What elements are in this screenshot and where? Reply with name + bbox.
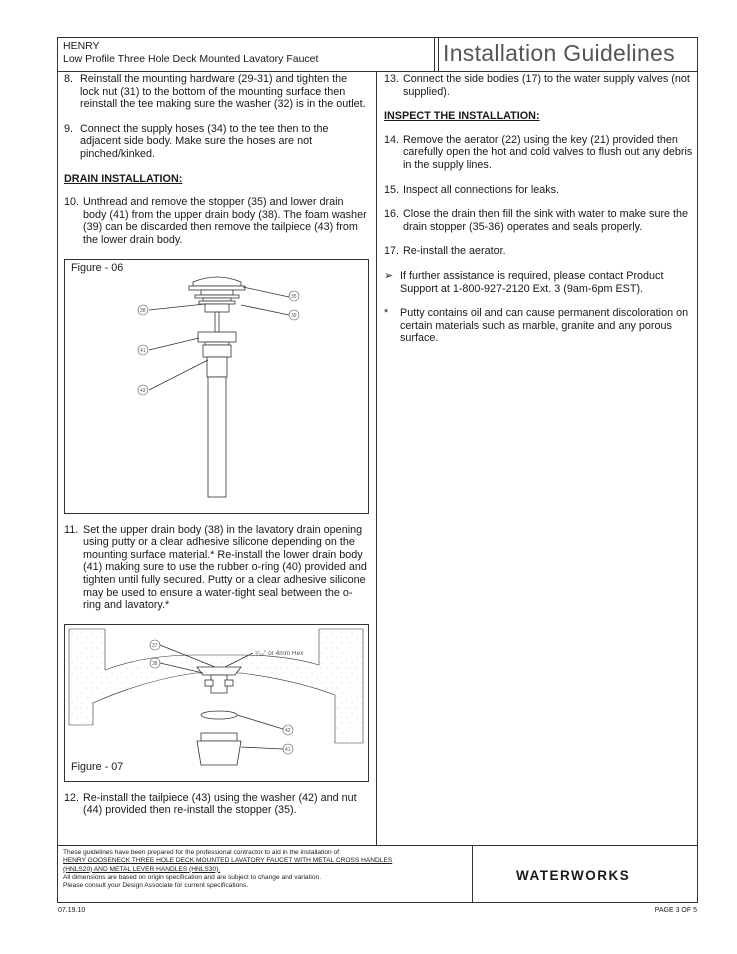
step-11-text: Set the upper drain body (38) in the lavatory drain opening using putty or a clear adhesive silicone depending on the mounting surface material.* Re-install the lower drain body (41) making sure to use the rubber o-ring (40) provided and tighten until fully secured. Putty or a clear adhesive silicone may be used to ensure a water-tight seal between the o-ring and lavatory.*	[83, 523, 367, 612]
putty-text: Putty contains oil and can cause permanent discoloration on certain materials such as marble, granite and any porous surface.	[400, 307, 689, 345]
page-frame	[57, 37, 698, 903]
header-divider	[434, 38, 435, 71]
document-date: 07.19.10	[58, 907, 86, 914]
callout-43: 43	[140, 387, 146, 394]
stopper-cap	[193, 277, 241, 286]
product-line: Low Profile Three Hole Deck Mounted Lavatory Faucet	[63, 53, 319, 65]
page-footer	[58, 845, 697, 903]
product-name-line: HENRY GOOSENECK THREE HOLE DECK MOUNTED LAVATORY FAUCET WITH METAL CROSS HANDLES	[63, 857, 393, 865]
assistance-note	[384, 270, 694, 295]
inspect-installation-heading: INSPECT THE INSTALLATION:	[384, 110, 540, 123]
step-13-text: Connect the side bodies (17) to the water supply valves (not supplied).	[403, 73, 690, 98]
callout-39: 39	[291, 312, 297, 319]
hex-key-note: ⁵⁄₃₂" or 4mm Hex	[255, 649, 304, 657]
step-17-text: Re-install the aerator.	[403, 245, 506, 258]
step-10: 10. Unthread and remove the stopper (35) and lower drain body (41) from the upper drain body (38). The foam washer (39) can be discarded then remove the tailpiece (43) from the lower drain body.	[64, 196, 367, 246]
step-16-text: Close the drain then fill the sink with water to make sure the drain stopper (35-36) operates and seals properly.	[403, 208, 689, 233]
asterisk-bullet: *	[384, 307, 389, 320]
step-11: 11. Set the upper drain body (38) in the lavatory drain opening using putty or a clear adhesive silicone depending on the mounting surface material.* Re-install the lower drain body (41) making sure to use the rubber o-ring (40) provided and tighten until fully secured. Putty or a clear adhesive silicone may be used to ensure a water-tight seal between the o-ring and lavatory.*	[64, 523, 367, 612]
step-14: 14. Remove the aerator (22) using the key (21) provided then carefully open the hot and cold valves to flush out any debris in the supply lines.	[384, 133, 693, 171]
callout-42: 42	[285, 727, 291, 734]
step-12-text: Re-install the tailpiece (43) using the washer (42) and nut (44) provided then re-install the stopper (35).	[83, 791, 357, 817]
putty-note	[384, 307, 694, 345]
step-16: 16. Close the drain then fill the sink with water to make sure the drain stopper (35-36) operates and seals properly.	[384, 208, 689, 233]
step-12: 12. Re-install the tailpiece (43) using the washer (42) and nut (44) provided then re-install the stopper (35).	[64, 791, 357, 817]
lavatory-drain-diagram	[65, 625, 368, 781]
right-column	[384, 73, 694, 357]
step-8: 8. Reinstall the mounting hardware (29-31) and tighten the lock nut (31) to the bottom of the mounting surface then reinstall the tee making sure the washer (32) is in the outlet.	[64, 73, 366, 111]
step-13: 13. Connect the side bodies (17) to the water supply valves (not supplied).	[384, 73, 690, 98]
callout-38-b: 38	[152, 660, 158, 667]
drain-installation-heading: DRAIN INSTALLATION:	[64, 172, 183, 185]
figure-07	[64, 624, 369, 782]
assistance-text: If further assistance is required, please contact Product Support at 1-800-927-2120 Ext. 3 (9am-6pm EST).	[400, 269, 664, 295]
callout-41: 41	[140, 347, 146, 354]
column-divider	[376, 71, 377, 845]
left-column	[64, 73, 369, 829]
callout-38: 38	[140, 307, 146, 314]
step-10-text: Unthread and remove the stopper (35) and lower drain body (41) from the upper drain body (38). The foam washer (39) can be discarded then remove the tailpiece (43) from the lower drain body.	[83, 196, 367, 246]
callout-41-b: 41	[285, 746, 291, 753]
figure-06	[64, 259, 369, 514]
callout-37: 37	[152, 642, 158, 649]
step-9: 9. Connect the supply hoses (34) to the tee then to the adjacent side body. Make sure the hoses are not pinched/kinked.	[64, 122, 329, 160]
header-divider-2	[438, 38, 439, 71]
stopper-flange	[189, 286, 245, 290]
brand-line: HENRY	[63, 40, 100, 52]
footer-divider	[472, 846, 473, 903]
step-14-text: Remove the aerator (22) using the key (21) provided then carefully open the hot and cold valves to flush out any debris in the supply lines.	[403, 133, 693, 171]
callout-35: 35	[291, 293, 297, 300]
page-header	[58, 38, 697, 72]
waterworks-logo: WATERWORKS	[516, 868, 631, 883]
step-9-text: Connect the supply hoses (34) to the tee then to the adjacent side body. Make sure the hoses are not pinched/kinked.	[80, 122, 329, 160]
figure-06-label: Figure - 06	[71, 261, 124, 274]
arrow-bullet-icon: ➢	[384, 269, 394, 282]
step-15: 15. Inspect all connections for leaks.	[384, 183, 560, 196]
figure-07-label: Figure - 07	[71, 760, 124, 773]
footer-disclaimer: These guidelines have been prepared for the professional contractor to aid in the installation of: HENRY GOOSENECK THREE HOLE DECK MOUNTED LAVATORY FAUCET WITH METAL CROSS HANDLES (HNLS20) AND METAL LEVER HANDLES (HNLS30). All dimensions are based on origin specification and are subject to change and variation. Please consult your Design Associate for current specifications.	[63, 849, 468, 890]
drain-assembly-diagram	[65, 260, 368, 513]
step-17: 17. Re-install the aerator.	[384, 245, 506, 258]
step-8-text: Reinstall the mounting hardware (29-31) and tighten the lock nut (31) to the bottom of the mounting surface then reinstall the tee making sure the washer (32) is in the outlet.	[80, 73, 366, 111]
step-15-text: Inspect all connections for leaks.	[403, 183, 560, 196]
page-title: Installation Guidelines	[443, 40, 675, 66]
page-number: PAGE 3 OF 5	[654, 907, 697, 914]
product-codes-line: (HNLS20) AND METAL LEVER HANDLES (HNLS30).	[63, 865, 221, 873]
